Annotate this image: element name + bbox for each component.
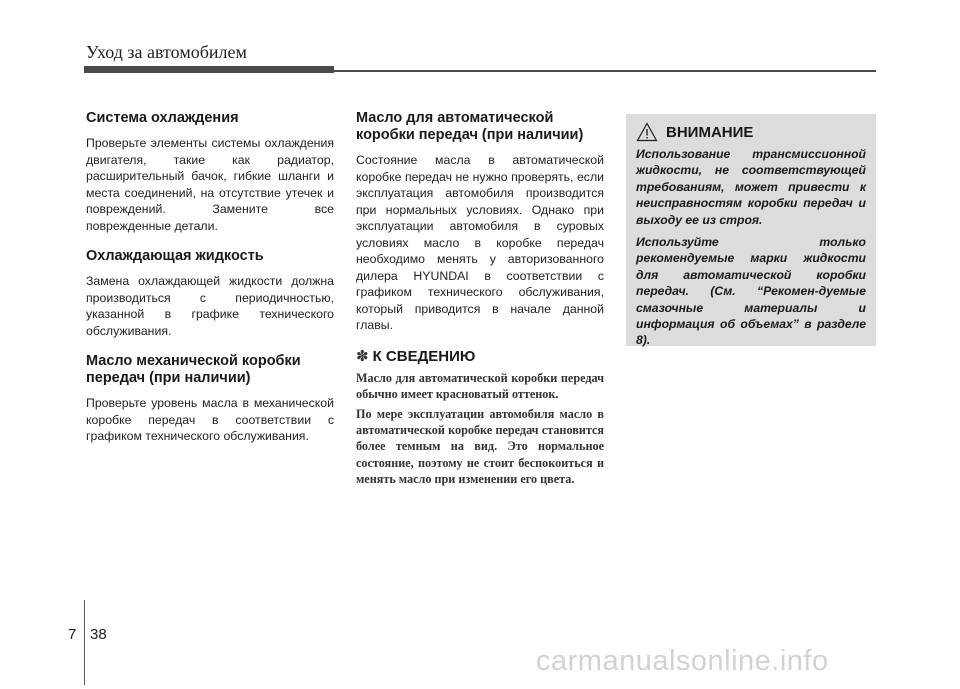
warning-paragraph: Используйте только рекомендуемые марки жидкости для автоматической коробки передач. (См. “Рекомен-дуемые смазочные материалы и информация об объемах” в разделе 8). [636,235,866,348]
section-heading-coolant: Охлаждающая жидкость [86,248,264,264]
section-heading-manual-transmission-oil: Масло механической коробки передач (при наличии) [86,353,301,386]
warning-title: ВНИМАНИЕ [666,123,754,141]
page-header-title: Уход за автомобилем [86,42,247,62]
header-rule-thin [334,70,876,72]
note-paragraph: Масло для автоматической коробки передач обычно имеет красноватый оттенок. [356,370,604,401]
asterisk-icon: ✽ [356,347,369,365]
left-column [86,110,334,459]
section-body-cooling-system: Проверьте элементы системы охлаждения двигателя, такие как радиатор, расширительный бачок, гибкие шланги и места соединений, на отсутствие утечек и повреждений. Замените все поврежденные детали. [86,136,334,233]
warning-paragraph: Использование трансмиссионной жидкости, не соответствующей требованиям, может привести к неисправностям коробки передач и выходу ее из строя. [636,147,866,227]
warning-triangle-icon [636,122,658,142]
footer-divider [84,600,85,685]
section-body-manual-transmission-oil: Проверьте уровень масла в механической коробке передач в соответствии с графиком технического обслуживания. [86,396,334,443]
note-heading [356,348,604,366]
section-heading-cooling-system: Система охлаждения [86,110,239,126]
section-body-coolant: Замена охлаждающей жидкости должна производиться с периодичностью, указанной в графике технического обслуживания. [86,274,334,338]
header-rule-thick [84,66,334,73]
warning-header [636,122,866,142]
chapter-number: 7 [68,626,77,643]
watermark: carmanualsonline.info [536,645,829,677]
section-body-automatic-transmission-oil: Состояние масла в автоматической коробке передач не нужно проверять, если эксплуатация автомобиля производится при нормальных условиях. Однако при эксплуатации автомобиля в суровых условиях масло в коробке передач необходимо менять у авторизованного дилера HYUNDAI в соответствии с графиком технического обслуживания, который приводится в начале данной главы. [356,153,604,332]
page-number: 38 [90,626,107,643]
section-heading-automatic-transmission-oil: Масло для автоматической коробки передач (при наличии) [356,110,584,143]
note-title: К СВЕДЕНИЮ [372,347,476,365]
warning-box [626,114,876,346]
middle-column [356,110,604,491]
note-paragraph: По мере эксплуатации автомобиля масло в автоматической коробке передач становится более темным на вид. Это нормальное состояние, поэтому не стоит беспокоиться и менять масло при изменении его цвета. [356,406,604,486]
